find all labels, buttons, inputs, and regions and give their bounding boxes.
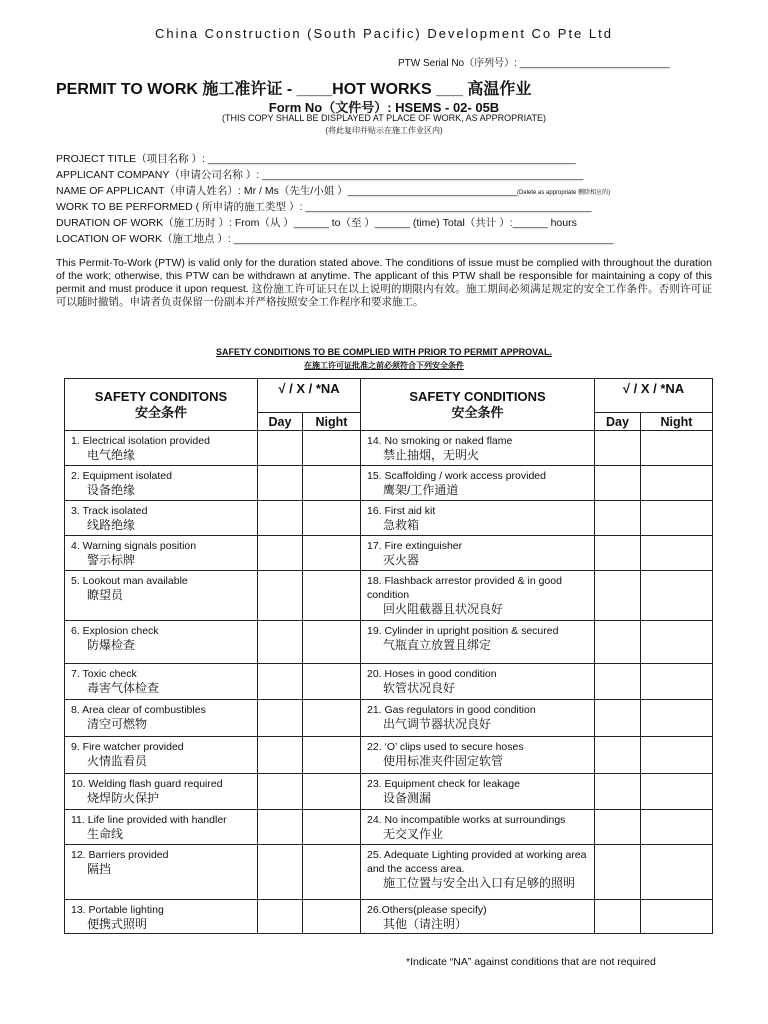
- night-check-cell[interactable]: [641, 900, 713, 934]
- condition-label: 22. ‘O’ clips used to secure hoses: [367, 741, 524, 753]
- condition-label: 4. Warning signals position: [71, 540, 197, 552]
- condition-label-zh: 清空可燃物: [87, 717, 148, 731]
- night-check-cell[interactable]: [641, 664, 713, 700]
- condition-label-zh: 施工位置与安全出入口有足够的照明: [383, 876, 576, 890]
- applicant-name-field[interactable]: NAME OF APPLICANT（申请人姓名）: Mr / Ms（先生/小姐 ）_____________________________: [56, 185, 518, 197]
- day-check-cell[interactable]: [595, 737, 641, 774]
- day-header: Day: [595, 413, 641, 431]
- day-check-cell[interactable]: [595, 431, 641, 466]
- condition-label: 12. Barriers provided: [71, 849, 169, 861]
- left-condition-cell: [65, 621, 258, 664]
- left-condition-cell: [65, 431, 258, 466]
- condition-label: 14. No smoking or naked flame: [367, 435, 513, 447]
- day-check-cell[interactable]: [595, 621, 641, 664]
- condition-label: 21. Gas regulators in good condition: [367, 704, 536, 716]
- right-condition-cell: [361, 774, 595, 810]
- company-name: China Construction (South Pacific) Development Co Pte Ltd: [155, 26, 613, 41]
- night-check-cell[interactable]: [303, 501, 361, 536]
- day-check-cell[interactable]: [258, 466, 303, 501]
- condition-label-zh: 瞭望员: [87, 588, 124, 602]
- condition-label-zh: 火情监看员: [87, 754, 148, 768]
- day-check-cell[interactable]: [258, 900, 303, 934]
- table-row: [65, 845, 713, 900]
- night-check-cell[interactable]: [641, 737, 713, 774]
- condition-label-zh: 回火阻截器且状况良好: [383, 602, 504, 616]
- condition-label-zh: 无交叉作业: [383, 827, 444, 841]
- condition-label: 23. Equipment check for leakage: [367, 778, 520, 790]
- left-condition-cell: [65, 700, 258, 737]
- night-check-cell[interactable]: [303, 900, 361, 934]
- day-check-cell[interactable]: [258, 536, 303, 571]
- left-condition-cell: [65, 571, 258, 621]
- night-check-cell[interactable]: [641, 571, 713, 621]
- night-check-cell[interactable]: [641, 431, 713, 466]
- right-condition-cell: [361, 900, 595, 934]
- condition-label: 17. Fire extinguisher: [367, 540, 463, 552]
- night-check-cell[interactable]: [641, 774, 713, 810]
- location-field[interactable]: LOCATION OF WORK（施工地点 ）: _________________________________________________________________: [56, 233, 614, 245]
- night-check-cell[interactable]: [641, 466, 713, 501]
- table-row: [65, 501, 713, 536]
- table-row: [65, 700, 713, 737]
- condition-label-zh: 生命线: [87, 827, 124, 841]
- applicant-name-row[interactable]: [56, 183, 610, 198]
- night-header: Night: [303, 413, 361, 431]
- section-title-zh: 在施工许可证批准之前必须符合下列安全条件: [304, 361, 464, 370]
- day-check-cell[interactable]: [595, 571, 641, 621]
- day-check-cell[interactable]: [258, 501, 303, 536]
- night-check-cell[interactable]: [641, 810, 713, 845]
- day-check-cell[interactable]: [258, 737, 303, 774]
- day-check-cell[interactable]: [595, 536, 641, 571]
- right-condition-cell: [361, 501, 595, 536]
- day-check-cell[interactable]: [595, 664, 641, 700]
- condition-label-zh: 使用标准夹件固定软管: [383, 754, 504, 768]
- project-title-field[interactable]: PROJECT TITLE（项目名称 ）: _______________________________________________________________: [56, 153, 576, 165]
- right-check-header: √ / X / *NA: [595, 379, 713, 413]
- right-condition-cell: [361, 466, 595, 501]
- condition-label: 24. No incompatible works at surroundings: [367, 814, 566, 826]
- night-check-cell[interactable]: [303, 810, 361, 845]
- night-check-cell[interactable]: [641, 621, 713, 664]
- display-note-en: (THIS COPY SHALL BE DISPLAYED AT PLACE OF WORK, AS APPROPRIATE): [222, 113, 546, 123]
- na-footnote: *Indicate “NA” against conditions that are not required: [406, 956, 656, 968]
- condition-label: 13. Portable lighting: [71, 904, 164, 916]
- condition-label-zh: 便携式照明: [87, 917, 148, 931]
- left-condition-cell: [65, 737, 258, 774]
- day-check-cell[interactable]: [595, 501, 641, 536]
- condition-label: 7. Toxic check: [71, 668, 137, 680]
- condition-label-zh: 软管状况良好: [383, 681, 456, 695]
- ptw-serial-field[interactable]: PTW Serial No（序列号）: ___________________________: [398, 58, 670, 69]
- condition-label: 3. Track isolated: [71, 505, 148, 517]
- table-row: [65, 810, 713, 845]
- night-check-cell[interactable]: [641, 501, 713, 536]
- day-check-cell[interactable]: [258, 810, 303, 845]
- condition-label-zh: 设备绝缘: [87, 483, 136, 497]
- day-check-cell[interactable]: [595, 810, 641, 845]
- night-check-cell[interactable]: [303, 845, 361, 900]
- night-check-cell[interactable]: [303, 431, 361, 466]
- right-condition-cell: [361, 737, 595, 774]
- condition-label: 6. Explosion check: [71, 625, 159, 637]
- condition-label: 25. Adequate Lighting provided at working area and the access area.: [367, 849, 587, 875]
- left-condition-cell: [65, 900, 258, 934]
- table-row: [65, 737, 713, 774]
- form-number: Form No（文件号）: HSEMS - 02- 05B: [268, 100, 500, 115]
- day-check-cell[interactable]: [258, 621, 303, 664]
- condition-label: 18. Flashback arrestor provided & in good condition: [367, 575, 562, 601]
- day-check-cell[interactable]: [258, 774, 303, 810]
- night-check-cell[interactable]: [303, 621, 361, 664]
- day-check-cell[interactable]: [258, 431, 303, 466]
- night-check-cell[interactable]: [641, 845, 713, 900]
- night-check-cell[interactable]: [641, 536, 713, 571]
- table-row: [65, 900, 713, 934]
- condition-label-zh: 电气绝缘: [87, 448, 136, 462]
- night-check-cell[interactable]: [303, 466, 361, 501]
- day-check-cell[interactable]: [595, 700, 641, 737]
- duration-field[interactable]: DURATION OF WORK（施工历时 ）: From（从 ）______ to（至 ）______ (time) Total（共计 ）:______ hours: [56, 217, 577, 229]
- night-check-cell[interactable]: [303, 536, 361, 571]
- left-condition-cell: [65, 536, 258, 571]
- night-check-cell[interactable]: [303, 737, 361, 774]
- left-condition-cell: [65, 466, 258, 501]
- condition-label: 15. Scaffolding / work access provided: [367, 470, 546, 482]
- right-condition-cell: [361, 431, 595, 466]
- condition-label: 16. First aid kit: [367, 505, 436, 517]
- condition-label-zh: 线路绝缘: [87, 518, 136, 532]
- table-row: [65, 466, 713, 501]
- table-row: [65, 571, 713, 621]
- permit-title: PERMIT TO WORK 施工准许证 - ____HOT WORKS ___ 高温作业: [56, 81, 532, 98]
- right-condition-cell: [361, 664, 595, 700]
- applicant-company-field[interactable]: APPLICANT COMPANY（申请公司名称 ）: _______________________________________________________: [56, 169, 584, 181]
- night-check-cell[interactable]: [303, 664, 361, 700]
- left-check-header: √ / X / *NA: [258, 379, 361, 413]
- section-title-en: SAFETY CONDITIONS TO BE COMPLIED WITH PRIOR TO PERMIT APPROVAL.: [215, 347, 553, 357]
- night-check-cell[interactable]: [303, 700, 361, 737]
- condition-label: 5. Lookout man available: [71, 575, 188, 587]
- table-row: [65, 621, 713, 664]
- condition-label-zh: 设备测漏: [383, 791, 432, 805]
- right-condition-cell: [361, 700, 595, 737]
- right-condition-cell: [361, 536, 595, 571]
- day-check-cell[interactable]: [258, 700, 303, 737]
- condition-label: 8. Area clear of combustibles: [71, 704, 206, 716]
- condition-label-zh: 烧焊防火保护: [87, 791, 160, 805]
- left-condition-cell: [65, 501, 258, 536]
- condition-label-zh: 警示标牌: [87, 553, 136, 567]
- condition-label: 26.Others(please specify): [367, 904, 487, 916]
- condition-label-zh: 出气调节器状况良好: [383, 717, 492, 731]
- night-check-cell[interactable]: [641, 700, 713, 737]
- condition-label-zh: 防爆检查: [87, 638, 136, 652]
- right-condition-cell: [361, 845, 595, 900]
- condition-label-zh: 毒害气体检查: [87, 681, 160, 695]
- left-condition-cell: [65, 810, 258, 845]
- day-check-cell[interactable]: [595, 466, 641, 501]
- day-check-cell[interactable]: [595, 845, 641, 900]
- condition-label: 20. Hoses in good condition: [367, 668, 497, 680]
- condition-label-zh: 其他（请注明）: [383, 917, 468, 931]
- right-condition-cell: [361, 810, 595, 845]
- condition-label: 10. Welding flash guard required: [71, 778, 223, 790]
- night-header: Night: [641, 413, 713, 431]
- condition-label: 9. Fire watcher provided: [71, 741, 184, 753]
- condition-label: 11. Life line provided with handler: [71, 814, 227, 826]
- day-header: Day: [258, 413, 303, 431]
- condition-label: 2. Equipment isolated: [71, 470, 172, 482]
- display-note-zh: (将此复印并贴示在施工作业区内): [325, 126, 443, 135]
- day-check-cell[interactable]: [595, 900, 641, 934]
- left-condition-cell: [65, 664, 258, 700]
- condition-label-zh: 鹰架/工作通道: [383, 483, 459, 497]
- day-check-cell[interactable]: [595, 774, 641, 810]
- table-row: [65, 431, 713, 466]
- safety-conditions-table: [64, 378, 713, 934]
- condition-label: 1. Electrical isolation provided: [71, 435, 210, 447]
- left-condition-cell: [65, 774, 258, 810]
- day-check-cell[interactable]: [258, 571, 303, 621]
- night-check-cell[interactable]: [303, 774, 361, 810]
- condition-label-zh: 隔挡: [87, 862, 112, 876]
- table-row: [65, 774, 713, 810]
- condition-label-zh: 灭火器: [383, 553, 420, 567]
- night-check-cell[interactable]: [303, 571, 361, 621]
- day-check-cell[interactable]: [258, 664, 303, 700]
- condition-label: 19. Cylinder in upright position & secured: [367, 625, 559, 637]
- condition-label-zh: 气瓶直立放置且绑定: [383, 638, 492, 652]
- left-conditions-header: SAFETY CONDITONS 安全条件: [65, 379, 258, 431]
- table-row: [65, 536, 713, 571]
- validity-paragraph: This Permit-To-Work (PTW) is valid only for the duration stated above. The conditions of issue must be complied with throughout the duration of the work; otherwise, this PTW can be withdrawn at anytime. The applicant of this PTW shall be responsible for maintaining a copy of this permit and must produce it upon request. 这份施工许可证只在以上说明的期限内有效。施工期间必须满足规定的安全工作条件。否则许可证可以随时撤销。申请者负责保留一份副本并严格按照安全工作程序和要求施工。: [56, 257, 712, 308]
- condition-label-zh: 禁止抽烟，无明火: [383, 448, 480, 462]
- day-check-cell[interactable]: [258, 845, 303, 900]
- right-conditions-header: SAFETY CONDITIONS 安全条件: [361, 379, 595, 431]
- delete-note: (Delete as appropriate 删除相应的): [517, 190, 611, 196]
- table-row: [65, 664, 713, 700]
- work-performed-field[interactable]: WORK TO BE PERFORMED ( 所申请的施工类型 ）: _________________________________________________: [56, 201, 592, 213]
- condition-label-zh: 急救箱: [383, 518, 420, 532]
- right-condition-cell: [361, 621, 595, 664]
- right-condition-cell: [361, 571, 595, 621]
- left-condition-cell: [65, 845, 258, 900]
